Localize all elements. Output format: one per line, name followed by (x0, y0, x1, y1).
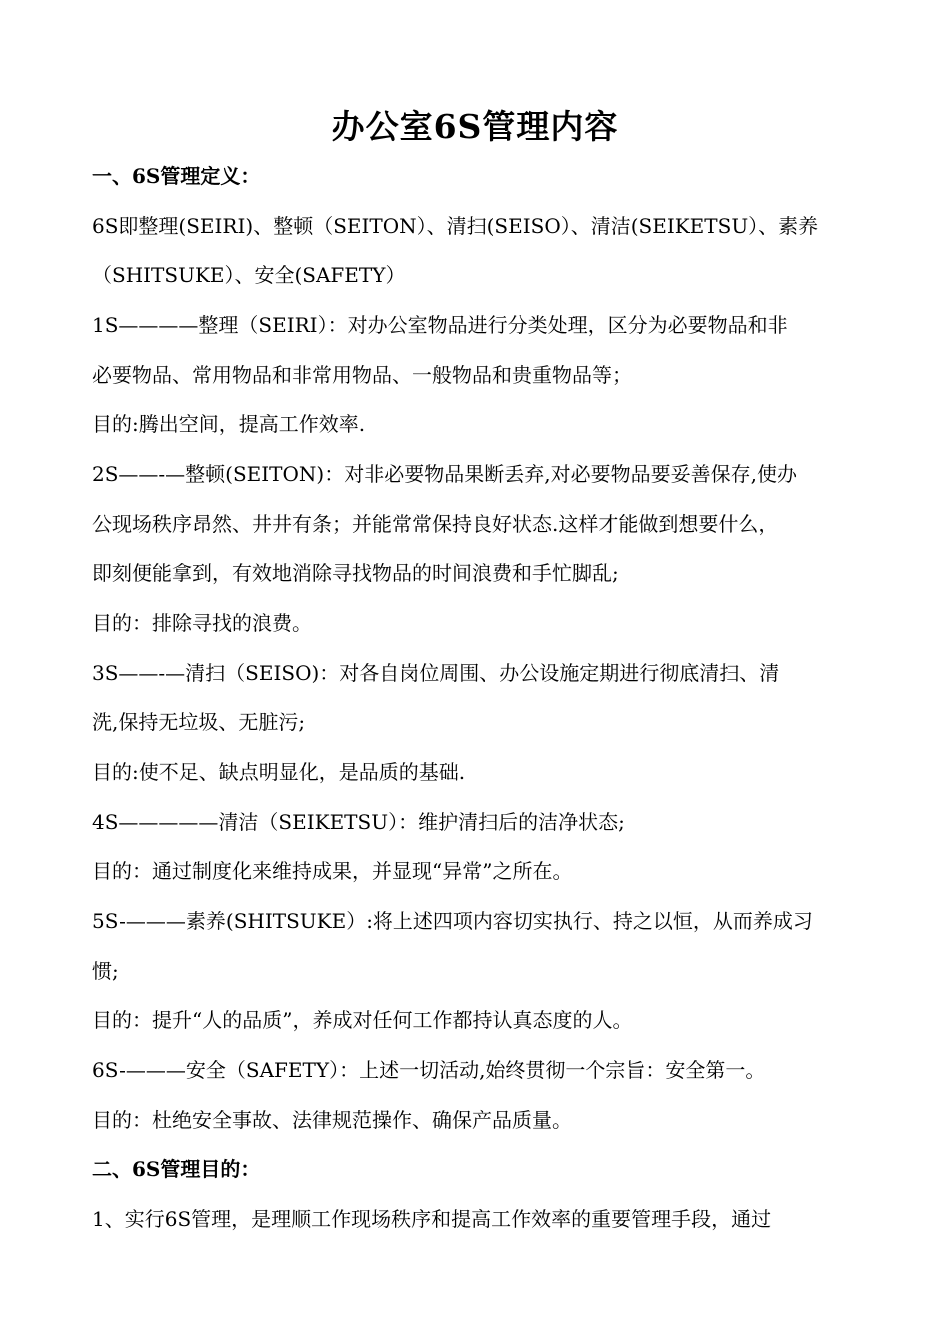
paragraph-line: 目的：提升“人的品质”，养成对任何工作都持认真态度的人。 (92, 1008, 633, 1032)
document-title: 办公室6S管理内容 (331, 107, 619, 146)
section-heading-definition: 一、6S管理定义： (92, 164, 261, 188)
paragraph-line: 洗,保持无垃圾、无脏污; (92, 710, 306, 734)
paragraph-line: 目的：通过制度化来维持成果，并显现“异常”之所在。 (92, 859, 573, 883)
paragraph-line: 惯; (92, 959, 119, 983)
paragraph-line: 目的：排除寻找的浪费。 (92, 611, 312, 635)
paragraph-line: 目的：杜绝安全事故、法律规范操作、确保产品质量。 (92, 1108, 572, 1132)
section-heading-purpose: 二、6S管理目的： (92, 1157, 261, 1181)
paragraph-line: 1S————整理（SEIRI）：对办公室物品进行分类处理，区分为必要物品和非 (92, 313, 788, 337)
paragraph-line: 目的:使不足、缺点明显化，是品质的基础. (92, 760, 466, 784)
paragraph-line: 公现场秩序昂然、井井有条；并能常常保持良好状态.这样才能做到想要什么， (92, 512, 779, 536)
paragraph-line: （SHITSUKE）、安全(SAFETY） (92, 263, 406, 287)
paragraph-line: 4S—————清洁（SEIKETSU）：维护清扫后的洁净状态; (92, 810, 625, 834)
paragraph-line: 必要物品、常用物品和非常用物品、一般物品和贵重物品等； (92, 363, 632, 387)
paragraph-line: 6S-———安全（SAFETY）：上述一切活动,始终贯彻一个宗旨：安全第一。 (92, 1058, 766, 1082)
paragraph-line: 2S——-—整顿(SEITON)：对非必要物品果断丢弃,对必要物品要妥善保存,使办 (92, 462, 797, 486)
paragraph-line: 即刻便能拿到，有效地消除寻找物品的时间浪费和手忙脚乱; (92, 561, 619, 585)
paragraph-line: 5S-———素养(SHITSUKE）:将上述四项内容切实执行、持之以恒，从而养成习 (92, 909, 813, 933)
paragraph-line: 1、实行6S管理，是理顺工作现场秩序和提高工作效率的重要管理手段，通过 (92, 1207, 772, 1231)
paragraph-line: 3S——-—清扫（SEISO)：对各自岗位周围、办公设施定期进行彻底清扫、清 (92, 661, 780, 685)
paragraph-line: 目的:腾出空间，提高工作效率. (92, 412, 366, 436)
paragraph-line: 6S即整理(SEIRI)、整顿（SEITON）、清扫(SEISO）、清洁(SEIKETSU）、素养 (92, 214, 819, 238)
